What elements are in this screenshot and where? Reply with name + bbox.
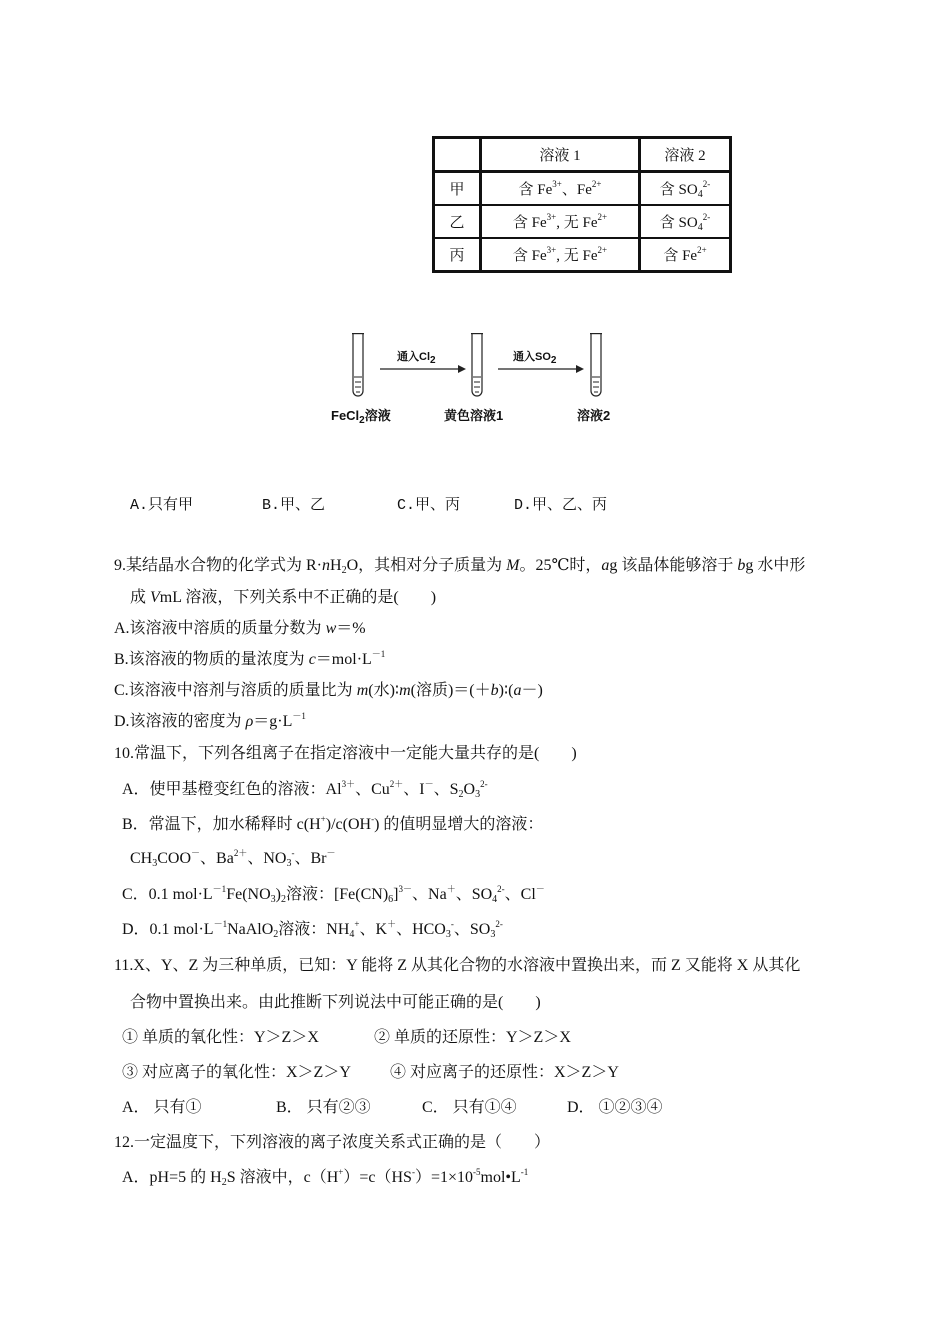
row-label: 甲 bbox=[434, 172, 480, 205]
tube2-label: 黄色溶液1 bbox=[444, 408, 504, 423]
table-header-solution1: 溶液 1 bbox=[480, 138, 639, 172]
row-solution1: 含 $Fe^{3+}$、$Fe^{2+}$ bbox=[480, 172, 639, 205]
q11-statement-4: ④ 对应离子的还原性：X＞Z＞Y bbox=[390, 1064, 619, 1081]
test-tube-icon bbox=[471, 333, 483, 399]
tube3-label: 溶液2 bbox=[577, 408, 611, 423]
q10-stem: 10.常温下，下列各组离子在指定溶液中一定能大量共存的是( ) bbox=[114, 745, 577, 762]
arrow-icon bbox=[498, 364, 584, 374]
table-row bbox=[434, 205, 730, 238]
row-solution1: 含 $Fe^{3+}$, 无 $Fe^{2+}$ bbox=[480, 205, 639, 238]
row-solution2: 含 $SO_4^{2-}$ bbox=[639, 205, 730, 238]
q11-stem-line1: 11.X、Y、Z 为三种单质，已知：Y 能将 Z 从其化合物的水溶液中置换出来，而 Z 又能将 X 从其化 bbox=[114, 957, 801, 974]
q11-statement-3: ③ 对应离子的氧化性：X＞Z＞Y bbox=[122, 1064, 351, 1081]
q11-option-c: C． 只有①④ bbox=[422, 1099, 517, 1116]
table-header-solution2: 溶液 2 bbox=[639, 138, 730, 172]
q8-option-a: A.只有甲 bbox=[130, 497, 194, 514]
arrow2-label: 通入$SO_2$ bbox=[513, 351, 557, 366]
arrow1-label: 通入$Cl_2$ bbox=[397, 351, 436, 366]
q9-option-d: D.该溶液的密度为 $\rho=g\cdot L^{-1}$ bbox=[114, 711, 306, 730]
q8-option-c: C.甲、丙 bbox=[397, 497, 461, 514]
table-row bbox=[434, 238, 730, 271]
row-solution2: 含 $SO_4^{2-}$ bbox=[639, 172, 730, 205]
q10-option-c: C．0.1 $mol\cdot L^{-1}Fe(NO_3)_2$溶液：$[Fe(CN)_6]^{3-}$、Na＋、$SO_4^{2-}$、Cl－ bbox=[122, 884, 545, 905]
row-label: 丙 bbox=[434, 238, 480, 271]
q9-option-a: A.该溶液中溶质的质量分数为 w＝% bbox=[114, 620, 366, 637]
q9-stem-line1: 9.某结晶水合物的化学式为 $R\cdot nH_2O$，其相对分子质量为 M。25℃时，ag 该晶体能够溶于 bg 水中形 bbox=[114, 557, 806, 576]
test-tube-icon bbox=[590, 333, 602, 399]
q11-stem-line2: 合物中置换出来。由此推断下列说法中可能正确的是( ) bbox=[130, 994, 541, 1011]
row-label: 乙 bbox=[434, 205, 480, 238]
ion-table bbox=[432, 136, 732, 273]
q12-stem: 12.一定温度下，下列溶液的离子浓度关系式正确的是（ ） bbox=[114, 1134, 551, 1151]
table-row bbox=[434, 172, 730, 205]
q11-statement-1: ① 单质的氧化性：Y＞Z＞X bbox=[122, 1029, 319, 1046]
q10-option-a: A．使甲基橙变红色的溶液：$Al^{3+}$、$Cu^{2+}$、I－、$S_2O_3^{2-}$ bbox=[122, 779, 488, 800]
q10-option-b-line1: B．常温下，加水稀释时 c(H+)/c(OH-) 的值明显增大的溶液： bbox=[122, 814, 544, 833]
row-solution2: 含 $Fe^{2+}$ bbox=[639, 238, 730, 271]
test-tube-icon bbox=[352, 333, 364, 399]
q8-option-b: B.甲、乙 bbox=[262, 497, 326, 514]
q11-option-a: A． 只有① bbox=[122, 1099, 202, 1116]
q10-option-d: D．0.1 $mol\cdot L^{-1}NaAlO_2$溶液：$NH_4^+$、K＋、$HCO_3^-$、$SO_3^{2-}$ bbox=[122, 919, 503, 940]
q9-option-c: C.该溶液中溶剂与溶质的质量比为 m(水)∶m(溶质)＝(＋b)∶(a－) bbox=[114, 682, 543, 699]
row-solution1: 含 $Fe^{3+}$, 无 $Fe^{2+}$ bbox=[480, 238, 639, 271]
q11-option-d: D． ①②③④ bbox=[567, 1099, 663, 1116]
table-header-blank bbox=[434, 138, 480, 172]
q11-statement-2: ② 单质的还原性：Y＞Z＞X bbox=[374, 1029, 571, 1046]
q12-option-a: A．pH=5 的 $H_2S$ 溶液中，$c(H^+)=c(HS^-)=1\times 10^{-5}mol•L^{-1}$ bbox=[122, 1167, 529, 1188]
tube1-label: FeCl$_2$溶液 bbox=[331, 408, 391, 426]
q9-stem-line2: 成 VmL 溶液，下列关系中不正确的是( ) bbox=[130, 589, 437, 606]
q10-option-b-line2: $CH_3COO^-$、$Ba^{2+}$、$NO_3^-$、Br－ bbox=[130, 848, 336, 869]
q11-option-b: B． 只有②③ bbox=[276, 1099, 371, 1116]
q8-option-d: D.甲、乙、丙 bbox=[514, 497, 608, 514]
table-header-row bbox=[434, 138, 730, 172]
arrow-icon bbox=[380, 364, 466, 374]
q9-option-b: B.该溶液的物质的量浓度为 $c=mol\cdot L^{-1}$ bbox=[114, 649, 386, 668]
